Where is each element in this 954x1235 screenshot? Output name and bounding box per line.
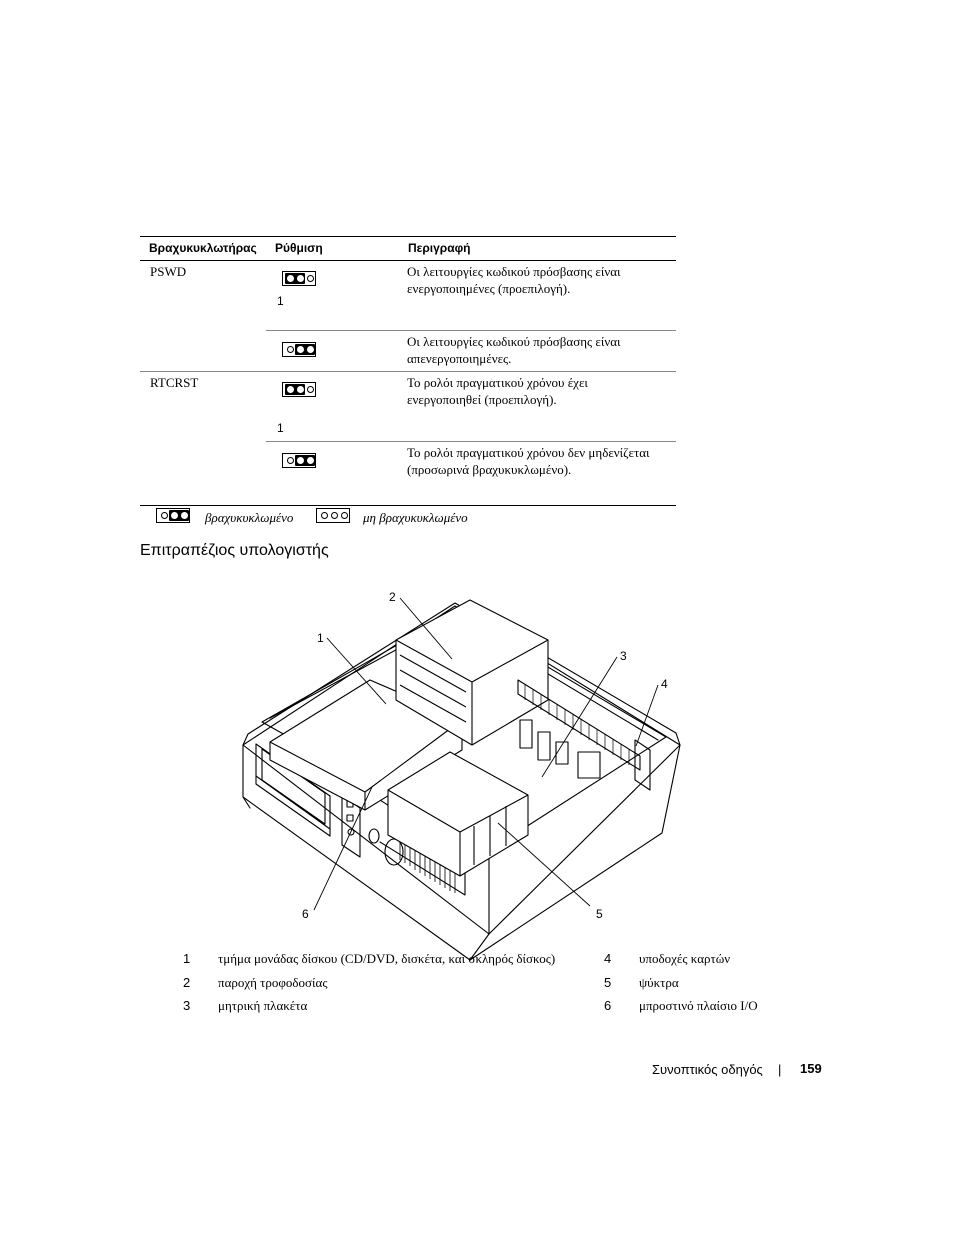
header-description: Περιγραφή xyxy=(408,241,471,255)
row-description-line: ενεργοποιηθεί (προεπιλογή). xyxy=(407,392,557,407)
legend-item-number: 6 xyxy=(604,998,612,1013)
legend-item-text: μητρική πλακέτα xyxy=(218,998,308,1013)
page-number: 159 xyxy=(800,1061,822,1076)
footer-separator: | xyxy=(778,1062,782,1077)
row-description-line: Οι λειτουργίες κωδικού πρόσβασης είναι xyxy=(407,334,621,349)
legend-item-number: 5 xyxy=(604,975,612,990)
row-description-line: Το ρολόι πραγματικού χρόνου δεν μηδενίζεται xyxy=(407,445,650,460)
callout-label: 1 xyxy=(317,631,324,645)
legend-item-number: 3 xyxy=(183,998,191,1013)
row-description-line: (προσωρινά βραχυκυκλωμένο). xyxy=(407,462,572,477)
callout-label: 6 xyxy=(302,907,309,921)
row-description-line: Οι λειτουργίες κωδικού πρόσβασης είναι xyxy=(407,264,621,279)
callout-label: 3 xyxy=(620,649,627,663)
legend-item-text: μπροστινό πλαίσιο I/O xyxy=(639,998,758,1013)
header-jumper: Βραχυκυκλωτήρας xyxy=(149,241,257,255)
row-description-line: Το ρολόι πραγματικού χρόνου έχει xyxy=(407,375,588,390)
legend-item-number: 2 xyxy=(183,975,191,990)
legend-open-label: μη βραχυκυκλωμένο xyxy=(363,510,468,525)
legend-item-number: 1 xyxy=(183,951,191,966)
legend-item-text: ψύκτρα xyxy=(639,975,679,990)
pin-one-label: 1 xyxy=(277,294,284,308)
legend-item-text: παροχή τροφοδοσίας xyxy=(218,975,328,990)
row-description-line: ενεργοποιημένες (προεπιλογή). xyxy=(407,281,571,296)
section-title: Επιτραπέζιος υπολογιστής xyxy=(140,542,329,559)
legend-item-text: τμήμα μονάδας δίσκου (CD/DVD, δισκέτα, και σκληρός δίσκος) xyxy=(218,951,556,966)
row-description-line: απενεργοποιημένες. xyxy=(407,351,512,366)
callout-label: 4 xyxy=(661,677,668,691)
header-setting: Ρύθμιση xyxy=(275,241,323,255)
legend-item-text: υποδοχές καρτών xyxy=(639,951,731,966)
row-jumper-name: PSWD xyxy=(150,264,187,279)
callout-label: 2 xyxy=(389,590,396,604)
footer-guide-title: Συνοπτικός οδηγός xyxy=(652,1062,763,1077)
callout-label: 5 xyxy=(596,907,603,921)
row-jumper-name: RTCRST xyxy=(150,375,199,390)
legend-item-number: 4 xyxy=(604,951,612,966)
pin-one-label: 1 xyxy=(277,421,284,435)
legend-shorted-label: βραχυκυκλωμένο xyxy=(205,510,294,525)
